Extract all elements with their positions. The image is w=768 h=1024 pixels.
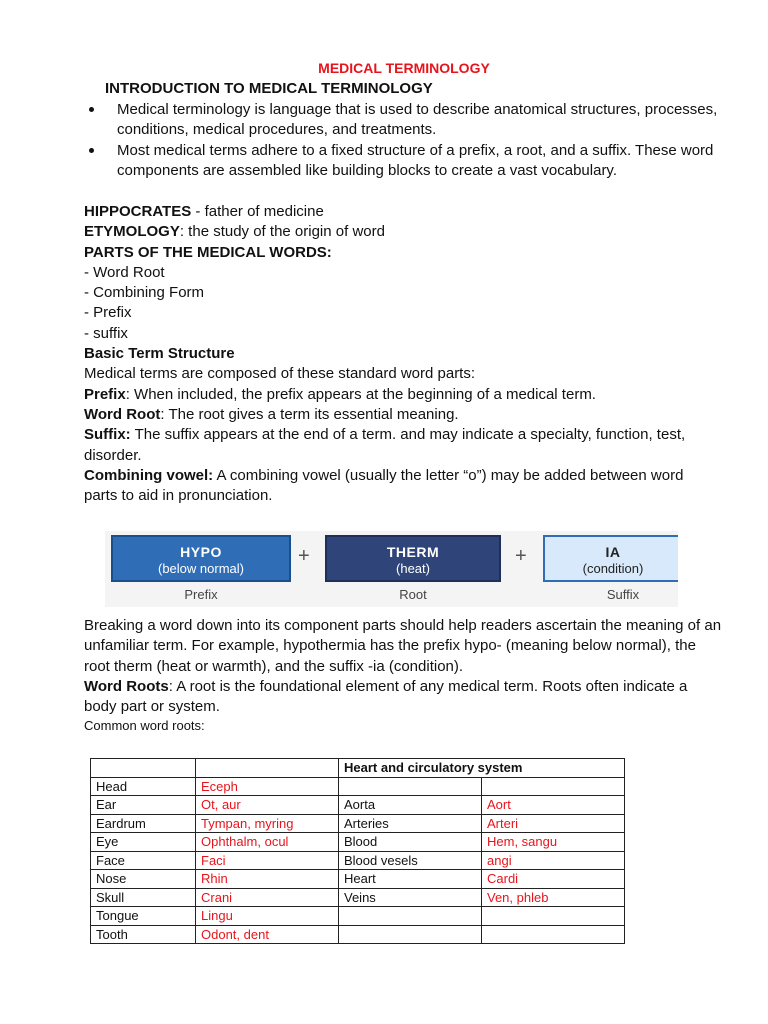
table-cell: Ophthalm, ocul [196, 833, 339, 852]
table-cell [339, 925, 482, 944]
table-cell [339, 907, 482, 926]
table-cell: Eardrum [91, 814, 196, 833]
definitions-block [84, 202, 724, 506]
suffix-meaning: (condition) [582, 561, 644, 576]
table-cell: Rhin [196, 870, 339, 889]
table-cell: Ear [91, 796, 196, 815]
intro-bullet-list [84, 100, 724, 181]
table-cell: Tongue [91, 907, 196, 926]
bullet-item: Most medical terms adhere to a fixed structure of a prefix, a root, and a suffix. These word components are assembled like building blocks to create a vast vocabulary. [84, 141, 724, 182]
bullet-item: Medical terminology is language that is used to describe anatomical structures, processes, conditions, medical procedures, and treatments. [84, 100, 724, 141]
word-roots-table [90, 758, 625, 944]
table-cell: Arteries [339, 814, 482, 833]
table-row [91, 796, 625, 815]
word-structure-diagram [105, 531, 678, 607]
etymology-line [84, 222, 724, 242]
plus-sign: + [298, 545, 310, 567]
hippocrates-def: - father of medicine [191, 203, 324, 220]
hippocrates-term: HIPPOCRATES [84, 203, 192, 220]
table-row [91, 925, 625, 944]
table-header-row [91, 759, 625, 778]
table-cell: Faci [196, 851, 339, 870]
parts-item: - Word Root [84, 263, 165, 281]
root-box [325, 535, 501, 582]
table-cell: Cardi [482, 870, 625, 889]
root-meaning: (heat) [396, 561, 430, 576]
table-cell [482, 907, 625, 926]
prefix-word: HYPO [180, 544, 222, 560]
table-cell [91, 759, 196, 778]
table-cell: Veins [339, 888, 482, 907]
table-row [91, 888, 625, 907]
table-cell: Ven, phleb [482, 888, 625, 907]
root-definition: Word Root: The root gives a term its essential meaning. [84, 405, 459, 423]
table-cell: angi [482, 851, 625, 870]
basic-structure-intro: Medical terms are composed of these standard word parts: [84, 365, 476, 383]
table-cell: Lingu [196, 907, 339, 926]
prefix-caption: Prefix [184, 587, 218, 602]
breaking-paragraph: Breaking a word down into its component parts should help readers ascertain the meaning of an unfamiliar term. For example, hypothermia has the prefix hypo- (meaning below normal), the root therm (heat or warmth), and the suffix -ia (condition). [84, 617, 722, 675]
table-row [91, 814, 625, 833]
table-cell: Tooth [91, 925, 196, 944]
table-cell [482, 925, 625, 944]
table-row [91, 833, 625, 852]
common-roots-label: Common word roots: [84, 718, 205, 734]
table-cell: Crani [196, 888, 339, 907]
table-cell: Heart [339, 870, 482, 889]
table-row [91, 851, 625, 870]
table-cell: Blood [339, 833, 482, 852]
table-cell: Arteri [482, 814, 625, 833]
table-cell: Blood vesels [339, 851, 482, 870]
table-row [91, 907, 625, 926]
suffix-definition: Suffix: The suffix appears at the end of a term. and may indicate a specialty, function, test, disorder. [84, 426, 686, 464]
parts-heading: PARTS OF THE MEDICAL WORDS: [84, 243, 332, 261]
combining-vowel-definition: Combining vowel: A combining vowel (usually the letter “o”) may be added between word [84, 466, 684, 484]
root-caption: Root [399, 587, 427, 602]
parts-item: - Combining Form [84, 284, 205, 302]
table-header-cell: Heart and circulatory system [339, 759, 625, 778]
table-cell: Ot, aur [196, 796, 339, 815]
table-cell: Eye [91, 833, 196, 852]
plus-sign: + [515, 545, 527, 567]
table-cell: Hem, sangu [482, 833, 625, 852]
root-word: THERM [386, 544, 440, 560]
table-cell [482, 777, 625, 796]
etymology-term: ETYMOLOGY [84, 223, 180, 241]
table-cell: Face [91, 851, 196, 870]
table-row [91, 870, 625, 889]
explanation-block [84, 616, 724, 734]
prefix-meaning: (below normal) [158, 561, 244, 576]
parts-item: - Prefix [84, 304, 132, 322]
table-cell [339, 777, 482, 796]
word-roots-definition: Word Roots: A root is the foundational element of any medical term. Roots often indicate a body part or system. [84, 677, 688, 716]
table-cell: Tympan, myring [196, 814, 339, 833]
etymology-def: : the study of the origin of word [179, 223, 385, 241]
table-cell: Aort [482, 796, 625, 815]
table-cell [196, 759, 339, 778]
table-cell: Eceph [196, 777, 339, 796]
table-cell: Odont, dent [196, 925, 339, 944]
basic-structure-heading: Basic Term Structure [84, 345, 235, 363]
document-title: MEDICAL TERMINOLOGY [318, 60, 490, 76]
table-row [91, 777, 625, 796]
hippocrates-line [84, 202, 724, 222]
prefix-definition: Prefix: When included, the prefix appears at the beginning of a medical term. [84, 385, 596, 403]
table-cell: Head [91, 777, 196, 796]
combining-vowel-definition-cont: parts to aid in pronunciation. [84, 487, 273, 505]
parts-item: - suffix [84, 324, 128, 342]
table-cell: Aorta [339, 796, 482, 815]
suffix-word: IA [605, 544, 621, 560]
suffix-caption: Suffix [606, 587, 640, 602]
section-heading: INTRODUCTION TO MEDICAL TERMINOLOGY [105, 80, 433, 97]
prefix-box [111, 535, 291, 582]
table-cell: Nose [91, 870, 196, 889]
suffix-box [543, 535, 678, 582]
table-cell: Skull [91, 888, 196, 907]
